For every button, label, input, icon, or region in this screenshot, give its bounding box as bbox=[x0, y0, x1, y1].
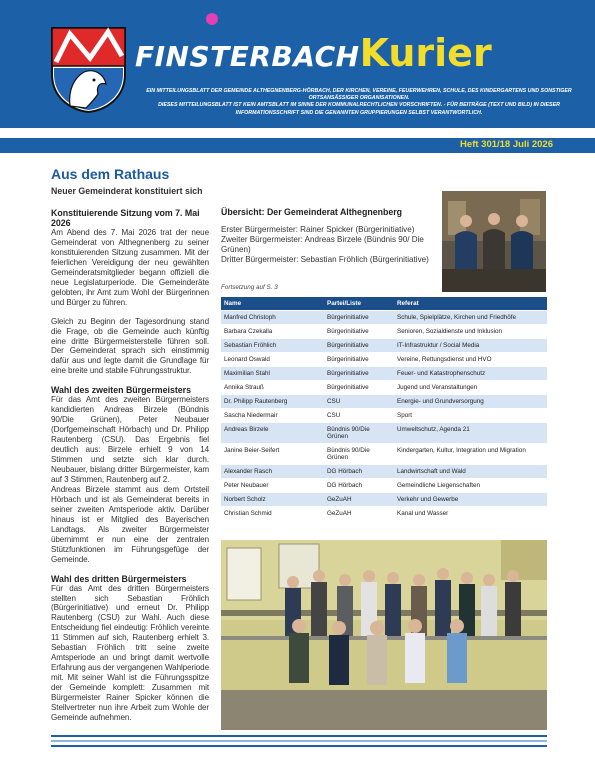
cell-party: Bürgerinitiative bbox=[327, 384, 369, 391]
cell-name: Annika Strauß bbox=[224, 384, 264, 391]
cell-party: Bürgerinitiative bbox=[327, 328, 369, 335]
cell-name: Christian Schmid bbox=[224, 510, 272, 517]
cell-party: Bündnis 90/Die Grünen bbox=[327, 426, 370, 440]
cell-department: Landwirtschaft und Wald bbox=[397, 468, 466, 475]
footer-rule bbox=[51, 740, 547, 742]
table-row bbox=[221, 395, 547, 409]
cell-name: Sebastian Fröhlich bbox=[224, 342, 277, 349]
cell-party: Bürgerinitiative bbox=[327, 342, 369, 349]
council-table bbox=[221, 297, 547, 521]
cell-department: Kindergarten, Kultur, Integration und Migration bbox=[397, 447, 526, 454]
cell-department: Sport bbox=[397, 412, 413, 419]
table-row bbox=[221, 367, 547, 381]
cell-party: Bürgerinitiative bbox=[327, 314, 369, 321]
cell-department: Umweltschutz, Agenda 21 bbox=[397, 426, 470, 433]
tagline-line-2: DIESES MITTEILUNGSBLATT IST KEIN AMTSBLATT IM SINNE DER KOMMUNALRECHTLICHEN VORSCHRIFTEN. - FÜR BEITRÄGE (TEXT UND BILD) IN DIESER INFORMATIONSSCHRIFT SIND DIE GENANNTEN GRUPPIERUNGEN SELBST VERANTWORTLICH. bbox=[158, 102, 560, 116]
crest-icon bbox=[50, 26, 127, 114]
overview-third-mayor: Dritter Bürgermeister: Sebastian Fröhlich (Bürgerinitiative) bbox=[221, 255, 429, 264]
paragraph-second-mayor-bio: Andreas Birzele stammt aus dem Ortsteil Hörbach und ist als Gemeinderat bereits in seiner zweiten Amtsperiode aktiv. Darüber hinaus ist er Mitglied des Bayerischen Landtags. Als zweiter Bürgermeister übernimmt er nun eine der zentralen Stützfunktionen im Führungsgefüge der Gemeinde. bbox=[51, 484, 209, 564]
cell-party: GeZuAH bbox=[327, 510, 352, 517]
paragraph-third-mayor-post: Gleich zu Beginn der Tagesordnung stand die Frage, ob die Gemeinde auch künftig eine dritte Bürgermeisterstelle führen soll. Der Gemeinderat sprach sich einstimmig dafür aus und legte damit die Grundlage für eine breite und stabile Führungsstruktur. bbox=[51, 316, 209, 376]
table-row bbox=[221, 353, 547, 367]
cell-party: DG Hörbach bbox=[327, 482, 362, 489]
cell-department: Energie- und Grundversorgung bbox=[397, 398, 484, 405]
table-header-row bbox=[221, 297, 547, 311]
paragraph-second-mayor-vote: Für das Amt des zweiten Bürgermeisters kandidierten Andreas Birzele (Bündnis 90/Die Grünen), Peter Neubauer (Dorfgemeinschaft Hörbach) und Dr. Philipp Rautenberg (CSU). Das Ergebnis fiel deutlich aus: Birzele erhielt 9 von 14 Stimmen und setzte sich klar durch. Neubauer, bislang dritter Bürgermeister, kam auf 3 Stimmen, Rautenberg auf 2. bbox=[51, 395, 209, 484]
continued-note: Fortsetzung auf S. 3 bbox=[221, 284, 278, 291]
table-row bbox=[221, 339, 547, 353]
section-title: Aus dem Rathaus bbox=[51, 166, 170, 182]
cell-party: CSU bbox=[327, 412, 341, 419]
cell-name: Manfred Christoph bbox=[224, 314, 276, 321]
article-column bbox=[51, 208, 209, 723]
cell-party: CSU bbox=[327, 398, 341, 405]
cell-name: Barbara Czekalla bbox=[224, 328, 273, 335]
overview-first-mayor: Erster Bürgermeister: Rainer Spicker (Bürgerinitiative) bbox=[221, 225, 415, 234]
table-row bbox=[221, 409, 547, 423]
column-header-party: Partei/Liste bbox=[327, 300, 361, 307]
column-header-name: Name bbox=[224, 300, 242, 307]
cell-party: GeZuAH bbox=[327, 496, 352, 503]
table-row bbox=[221, 423, 547, 444]
tagline-line-1: EIN MITTEILUNGSBLATT DER GEMEINDE ALTHEGNENBERG-HÖRBACH, DER KIRCHEN, VEREINE, FEUERWEHREN, SCHULE, DES KINDERGARTENS UND SONSTIGER ORTSANSÄSSIGER ORGANISATIONEN. bbox=[146, 88, 572, 102]
paragraph-session: Am Abend des 7. Mai 2026 trat der neue Gemeinderat von Althegnenberg zu seiner konstituierenden Sitzung zusammen. Mit der feierlichen Vereidigung der neu gewählten Gemeinderatsmitglieder begann offiziell die neue Legislaturperiode. Die Gemeinderäte gelobten, ihr Amt zum Wohl der Bürgerinnen und Bürger zu führen. bbox=[51, 228, 209, 307]
heading-third-mayor: Wahl des dritten Bürgermeisters bbox=[51, 573, 187, 584]
cell-party: Bündnis 90/Die Grünen bbox=[327, 447, 370, 461]
heading-session: Konstituierende Sitzung vom 7. Mai 2026 bbox=[51, 208, 200, 228]
cell-name: Leonard Oswald bbox=[224, 356, 270, 363]
column-header-department: Referat bbox=[397, 300, 419, 307]
cell-department: Senioren, Sozialdienste und Inklusion bbox=[397, 328, 503, 335]
cell-department: Jugend und Veranstaltungen bbox=[397, 384, 478, 391]
table-row bbox=[221, 311, 547, 325]
table-row bbox=[221, 444, 547, 465]
table-row bbox=[221, 325, 547, 339]
footer-rule bbox=[51, 745, 547, 747]
mayors-photo bbox=[442, 191, 546, 292]
cell-department: Schule, Spielplätze, Kirchen und Friedhöfe bbox=[397, 314, 517, 321]
cell-party: Bürgerinitiative bbox=[327, 370, 369, 377]
overview-second-mayor: Zweiter Bürgermeister: Andreas Birzele (Bündnis 90/ Die Grünen) bbox=[221, 235, 424, 254]
heading-second-mayor: Wahl des zweiten Bürgermeisters bbox=[51, 385, 191, 396]
footer-rule bbox=[51, 735, 547, 737]
table-row bbox=[221, 493, 547, 507]
masthead-tagline bbox=[134, 88, 584, 117]
overview-lines bbox=[221, 225, 435, 265]
cell-name: Andreas Birzele bbox=[224, 426, 269, 433]
cell-department: Verkehr und Gewerbe bbox=[397, 496, 459, 503]
cell-name: Alexander Rasch bbox=[224, 468, 272, 475]
cell-department: IT-Infrastruktur / Social Media bbox=[397, 342, 480, 349]
table-row bbox=[221, 507, 547, 521]
cell-name: Maximilian Stahl bbox=[224, 370, 270, 377]
section-subtitle: Neuer Gemeinderat konstituiert sich bbox=[51, 186, 203, 196]
cell-department: Feuer- und Katastrophenschutz bbox=[397, 370, 486, 377]
table-row bbox=[221, 479, 547, 493]
cell-department: Kanal und Wasser bbox=[397, 510, 449, 517]
table-row bbox=[221, 381, 547, 395]
cell-department: Gemeindliche Liegenschaften bbox=[397, 482, 480, 489]
brand-second: Kurier bbox=[359, 31, 492, 75]
accent-dot-icon bbox=[206, 13, 218, 25]
council-group-photo bbox=[221, 540, 547, 730]
brand-title bbox=[135, 31, 492, 75]
cell-party: DG Hörbach bbox=[327, 468, 362, 475]
cell-name: Norbert Scholz bbox=[224, 496, 266, 503]
issue-number: Heft 301/18 Juli 2026 bbox=[460, 139, 553, 150]
cell-department: Vereine, Rettungsdienst und HVO bbox=[397, 356, 492, 363]
brand-first: FINSTERBACH bbox=[135, 40, 360, 73]
cell-name: Sascha Niedermair bbox=[224, 412, 278, 419]
table-row bbox=[221, 465, 547, 479]
overview-title: Übersicht: Der Gemeinderat Althegnenberg bbox=[221, 207, 403, 217]
cell-party: Bürgerinitiative bbox=[327, 356, 369, 363]
cell-name: Peter Neubauer bbox=[224, 482, 269, 489]
cell-name: Janine Beier-Seifert bbox=[224, 447, 280, 454]
paragraph-third-mayor: Für das Amt des dritten Bürgermeisters stellten sich Sebastian Fröhlich (Bürgerinitiative) und erneut Dr. Philipp Rautenberg (CSU) zur Wahl. Auch diese Entscheidung fiel eindeutig: Fröhlich vereinte 11 Stimmen auf sich, Rautenberg erhielt 3. Sebastian Fröhlich tritt seine zweite Amtsperiode an und bringt damit wertvolle Erfahrung aus der vergangenen Wahlperiode mit. Mit seiner Wahl ist die Führungsspitze der Gemeinde komplett: Zusammen mit Bürgermeister Rainer Spicker können die Stellvertreter nun ihre Arbeit zum Wohle der Gemeinde aufnehmen. bbox=[51, 583, 209, 722]
cell-name: Dr. Philipp Rautenberg bbox=[224, 398, 288, 405]
